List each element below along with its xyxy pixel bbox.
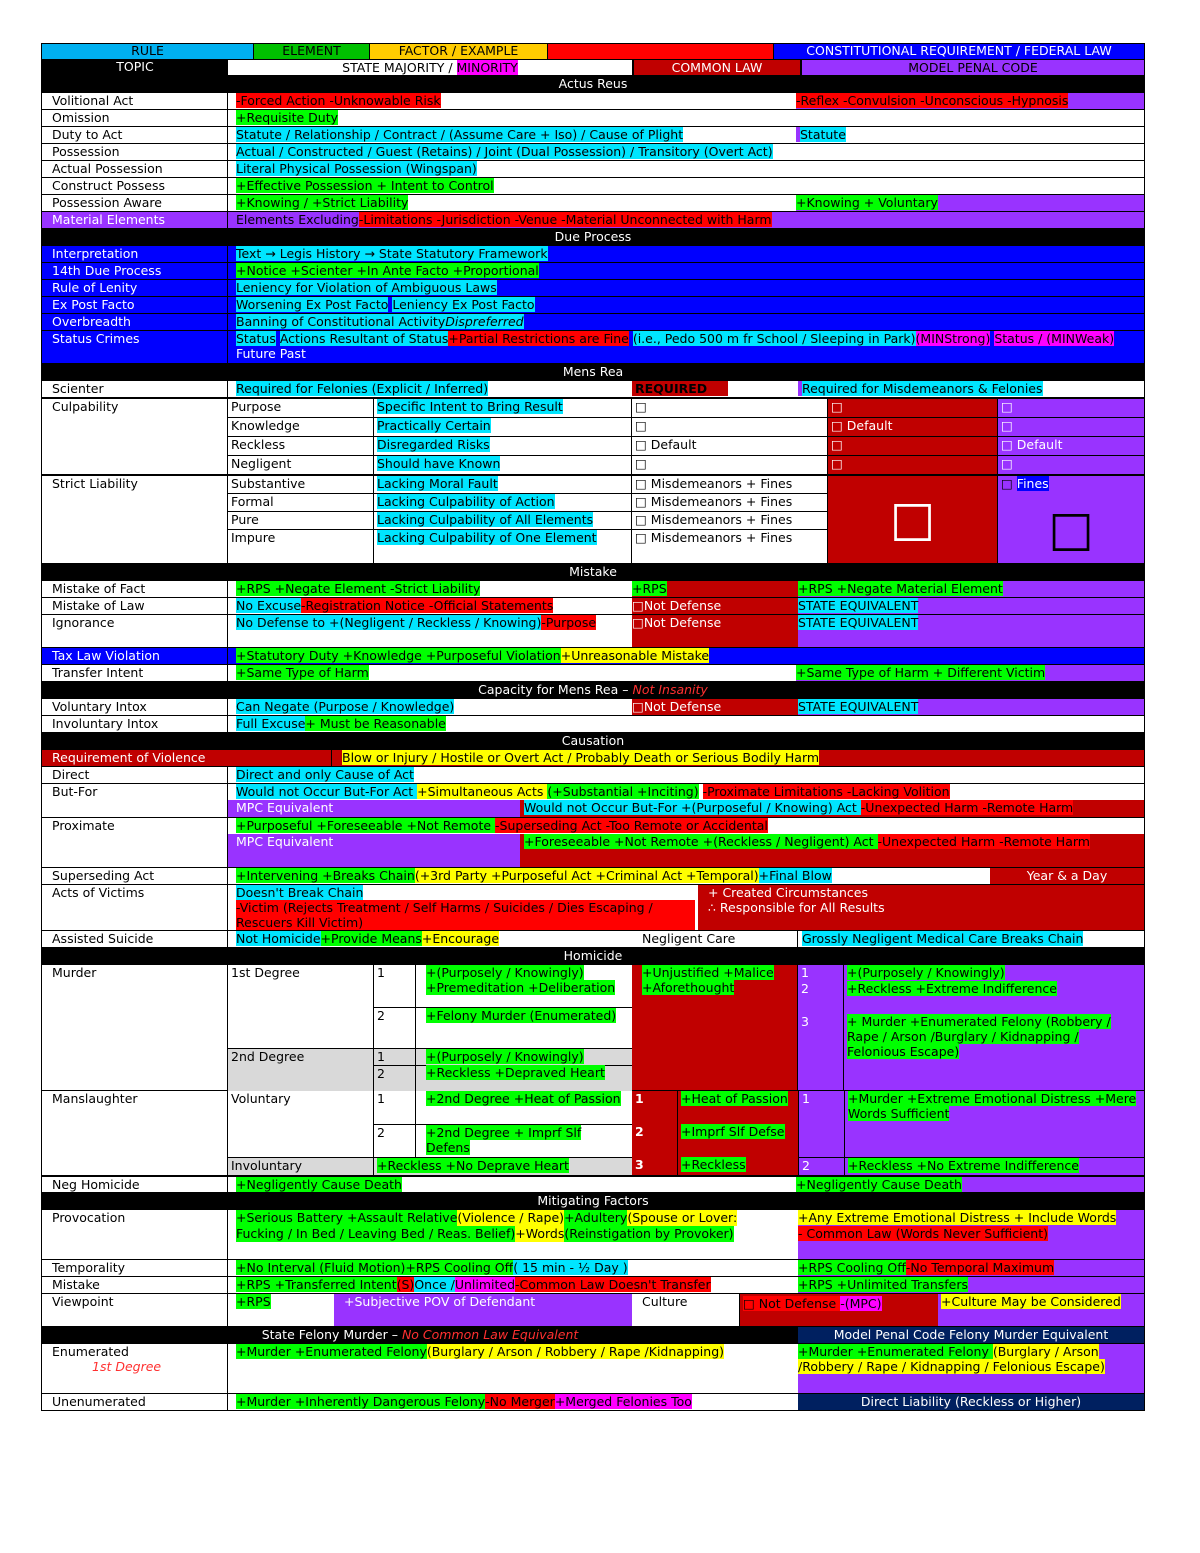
row-temporality: Temporality +No Interval (Fluid Motion) +RPS Cooling Off ( 15 min - ½ Day ) +RPS Cooling Off -No Temporal Maximum <box>41 1260 1145 1277</box>
row-construct-possess: Construct Possess +Effective Possession + Intent to Control <box>41 178 1145 195</box>
row-status-crimes: Status Crimes Status Actions Resultant of Status +Partial Restrictions are Fine (i.e., Pedo 500 m fr School / Sleeping in Park) (MINStrong) Status / (MINWeak) Future Past <box>41 331 1145 364</box>
strict-common-box: □ <box>828 476 998 563</box>
header-topic: TOPIC <box>116 59 154 74</box>
row-but-for: But-For Would not Occur But-For Act +Simultaneous Acts (+Substantial +Inciting) -Proximate Limitations -Lacking Volition MPC Equivalent Would not Occur But-For +(Purposeful / Knowing) Act -Unexpected Harm -Remote Harm <box>41 784 1145 818</box>
row-manslaughter: Manslaughter Voluntary 1 +2nd Degree +Heat of Passion 2 +2nd Degree + Imprf Slf Defens Involuntary +Reckless +No Deprave Heart 1 +Heat of Passion 2 +Imprf Slf Defse 3 +Reckless 1 +Murder +Extreme Emotional Distress +Mere Words Sufficient 2 +Reckless +No Extreme Indifference <box>41 1091 1145 1176</box>
column-header <box>41 59 1145 76</box>
strict-mpc-box: □ <box>1048 501 1094 557</box>
row-ignorance: Ignorance No Defense to +(Negligent / Reckless / Knowing) -Purpose □ Not Defense STATE EQUIVALENT <box>41 615 1145 648</box>
row-tax-law-violation: Tax Law Violation +Statutory Duty +Knowledge +Purposeful Violation +Unreasonable Mistake <box>41 648 1145 665</box>
row-provocation: Provocation +Serious Battery +Assault Relative (Violence / Rape) +Adultery (Spouse or Lover: Fucking / In Bed / Leaving Bed / Reas. Belief) +Words (Reinstigation by Provoker) +Any Extreme Emotional Distress + Include Words - Common Law (Words Never Sufficient) <box>41 1210 1145 1260</box>
culp-purpose: Purpose Specific Intent to Bring Result □ □ □ <box>228 399 1144 418</box>
row-assisted-suicide: Assisted Suicide Not Homicide +Provide Means +Encourage Negligent Care Grossly Negligent Medical Care Breaks Chain <box>41 931 1145 948</box>
row-viewpoint: Viewpoint +RPS +Subjective POV of Defendant Culture □ Not Defense -(MPC) +Culture May be Considered <box>41 1294 1145 1327</box>
row-mistake-of-law: Mistake of Law No Excuse -Registration Notice -Official Statements □ Not Defense STATE EQUIVALENT <box>41 598 1145 615</box>
row-direct: Direct Direct and only Cause of Act <box>41 767 1145 784</box>
row-proximate: Proximate +Purposeful +Foreseeable +Not Remote -Superseding Act -Too Remote or Accidental MPC Equivalent +Foreseeable +Not Remote +(Reckless / Negligent) Act -Unexpected Harm -Remote Harm <box>41 818 1145 868</box>
row-omission: Omission +Requisite Duty <box>41 110 1145 127</box>
section-causation: Causation <box>41 733 1145 750</box>
row-volitional-act: Volitional Act -Forced Action -Unknowable Risk -Reflex -Convulsion -Unconscious -Hypnosis <box>41 93 1145 110</box>
section-felony-murder: State Felony Murder – No Common Law Equivalent Model Penal Code Felony Murder Equivalent <box>41 1327 1145 1344</box>
row-unenumerated: Unenumerated +Murder +Inherently Dangerous Felony -No Merger +Merged Felonies Too Direct Liability (Reckless or Higher) <box>41 1394 1145 1411</box>
row-ex-post-facto: Ex Post Facto Worsening Ex Post Facto Leniency Ex Post Facto <box>41 297 1145 314</box>
row-possession-aware: Possession Aware +Knowing / +Strict Liability +Knowing + Voluntary <box>41 195 1145 212</box>
legend-rule: RULE <box>42 44 254 59</box>
section-due-process: Due Process <box>41 229 1145 246</box>
row-duty-to-act: Duty to Act Statute / Relationship / Contract / (Assume Care + Iso) / Cause of Plight Statute <box>41 127 1145 144</box>
section-mitigating-factors: Mitigating Factors <box>41 1193 1145 1210</box>
section-capacity: Capacity for Mens Rea – Not Insanity <box>41 682 1145 699</box>
row-possession: Possession Actual / Constructed / Guest (Retains) / Joint (Dual Possession) / Transitory (Overt Act) <box>41 144 1145 161</box>
culp-reckless: Reckless Disregarded Risks □ Default □ □ Default <box>228 437 1144 456</box>
row-14th-due-process: 14th Due Process +Notice +Scienter +In Ante Facto +Proportional <box>41 263 1145 280</box>
legend <box>41 43 1145 59</box>
row-involuntary-intox: Involuntary Intox Full Excuse + Must be Reasonable <box>41 716 1145 733</box>
header-mpc: MODEL PENAL CODE <box>802 60 1144 75</box>
row-requirement-of-violence: Requirement of Violence Blow or Injury / Hostile or Overt Act / Probably Death or Serious Bodily Harm <box>41 750 1145 767</box>
row-scienter: Scienter Required for Felonies (Explicit / Inferred) REQUIRED Required for Misdemeanors & Felonies <box>41 381 1145 398</box>
culp-negligent: Negligent Should have Known □ □ □ <box>228 456 1144 474</box>
row-interpretation: Interpretation Text → Legis History → State Statutory Framework <box>41 246 1145 263</box>
legend-factor: FACTOR / EXAMPLE <box>370 44 548 59</box>
row-voluntary-intox: Voluntary Intox Can Negate (Purpose / Knowledge) □ Not Defense STATE EQUIVALENT <box>41 699 1145 716</box>
row-mitigating-mistake: Mistake +RPS +Transferred Intent (S) Once / Unlimited -Common Law Doesn't Transfer +RPS +Unlimited Transfers <box>41 1277 1145 1294</box>
row-culpability: Culpability Purpose Specific Intent to Bring Result □ □ □ Knowledge Practically Certain □ □ Default □ Reckless Disregarded Risks □ Default □ □ Default Negligent Should have Known □ □ □ <box>41 398 1145 475</box>
legend-element: ELEMENT <box>254 44 370 59</box>
section-mens-rea: Mens Rea <box>41 364 1145 381</box>
header-common-law: COMMON LAW <box>634 60 800 75</box>
row-mistake-of-fact: Mistake of Fact +RPS +Negate Element -Strict Liability +RPS +RPS +Negate Material Element <box>41 581 1145 598</box>
row-neg-homicide: Neg Homicide +Negligently Cause Death +Negligently Cause Death <box>41 1176 1145 1193</box>
row-overbreadth: Overbreadth Banning of Constitutional Activity Dispreferred <box>41 314 1145 331</box>
outline-sheet <box>41 43 1145 1411</box>
header-minority: MINORITY <box>456 60 518 75</box>
header-state: STATE MAJORITY / MINORITY <box>228 60 632 75</box>
row-superseding-act: Superseding Act +Intervening +Breaks Chain (+3rd Party +Purposeful Act +Criminal Act +Temporal) +Final Blow Year & a Day <box>41 868 1145 885</box>
row-material-elements: Material Elements Elements Excluding -Limitations -Jurisdiction -Venue -Material Unconnected with Harm <box>41 212 1145 229</box>
section-actus-reus: Actus Reus <box>41 76 1145 93</box>
row-rule-of-lenity: Rule of Lenity Leniency for Violation of Ambiguous Laws <box>41 280 1145 297</box>
row-transfer-intent: Transfer Intent +Same Type of Harm +Same Type of Harm + Different Victim <box>41 665 1145 682</box>
row-strict-liability: Strict Liability Substantive Lacking Moral Fault □ Misdemeanors + Fines Formal Lacking Culpability of Action □ Misdemeanors + Fines Pure Lacking Culpability of All Elements □ Misdemeanors + Fines Impure Lacking Culpability of One Element □ Misdemeanors + Fines □ □ Fines □ <box>41 475 1145 564</box>
legend-defense: DEFENSE / EXCEPTION <box>548 44 774 59</box>
legend-constitutional: CONSTITUTIONAL REQUIREMENT / FEDERAL LAW <box>774 44 1144 59</box>
row-acts-of-victims: Acts of Victims Doesn't Break Chain -Victim (Rejects Treatment / Self Harms / Suicides / Dies Escaping / Rescuers Kill Victim) + Created Circumstances ∴ Responsible for All Results <box>41 885 1145 931</box>
culp-knowledge: Knowledge Practically Certain □ □ Default □ <box>228 418 1144 437</box>
section-mistake: Mistake <box>41 564 1145 581</box>
row-actual-possession: Actual Possession Literal Physical Possession (Wingspan) <box>41 161 1145 178</box>
row-murder: Murder 1st Degree 1 +(Purposely / Knowingly) +Premeditation +Deliberation 2 +Felony Murder (Enumerated) 2nd Degree 1 +(Purposely / Knowingly) 2 +Reckless +Depraved Heart +Unjustified +Malice +Aforethought 1 +(Purposely / Knowingly) 2 +Reckless +Extreme Indifference 3 + Murder +Enumerated Felony (Robbery / Rape / Arson /Burglary / Kidnapping / Felonious Escape) <box>41 965 1145 1091</box>
section-homicide: Homicide <box>41 948 1145 965</box>
row-enumerated: Enumerated 1st Degree +Murder +Enumerated Felony (Burglary / Arson / Robbery / Rape /Kidnapping) +Murder +Enumerated Felony (Burglary / Arson /Robbery / Rape / Kidnapping / Felonious Escape) <box>41 1344 1145 1394</box>
